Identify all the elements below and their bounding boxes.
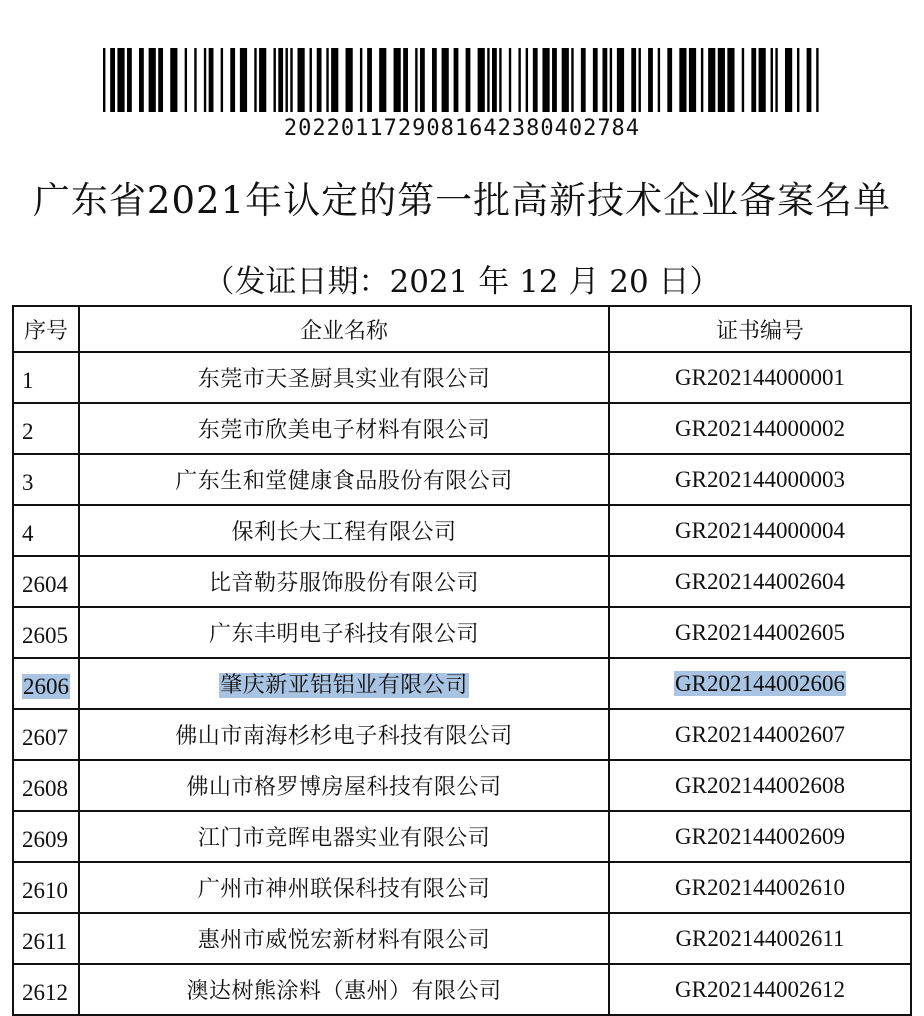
cell-seq [13,505,79,556]
cell-certificate-number [609,811,911,862]
cell-seq-text: 4 [22,520,34,546]
cell-certificate-number [609,607,911,658]
barcode-number: 2022011729081642380402784 [283,116,641,141]
cell-seq-text: 2604 [22,571,68,597]
cell-enterprise-name-text: 保利长大工程有限公司 [231,520,457,545]
cell-certificate-number-text: GR202144002610 [675,874,845,900]
cell-enterprise-name [79,862,609,913]
cell-seq-text: 2606 [23,673,69,699]
barcode-bar [679,48,686,112]
barcode-bar [117,48,124,112]
barcode-bar [221,48,223,112]
document-subtitle: （发证日期：2021 年 12 月 20 日） [203,264,721,300]
cell-enterprise-name-text: 比音勒芬服饰股份有限公司 [208,571,479,596]
barcode-bar [617,48,624,112]
cell-seq [13,556,79,607]
barcode-bar [286,48,288,112]
barcode-bar [310,48,312,112]
cell-seq-text: 2610 [22,877,68,903]
cell-certificate-number [609,760,911,811]
table-row [13,454,911,505]
barcode-bar [533,48,538,112]
barcode-bar [727,48,734,112]
cell-seq [13,760,79,811]
barcode-bar [346,48,353,112]
barcode-bar [298,48,305,112]
barcode-bar [254,48,256,112]
barcode-bar [518,48,520,112]
barcode-bar [639,48,641,112]
cell-enterprise-name-text: 广东生和堂健康食品股份有限公司 [175,469,513,494]
barcode-bar [742,48,744,112]
barcode-bar [718,48,725,112]
table-row [13,760,911,811]
cell-seq-text: 2608 [22,775,68,801]
barcode-bar [785,48,792,112]
barcode-bar [689,48,696,112]
header-cert: 证书编号 [609,306,911,352]
cell-enterprise-name [79,760,609,811]
barcode-bar [771,48,773,112]
barcode-bar [278,48,283,112]
cell-certificate-number-text: GR202144002606 [675,670,845,696]
barcode-bar [759,48,766,112]
table-body [13,352,911,1015]
table-row [13,709,911,760]
cell-seq-text: 2609 [22,826,68,852]
cell-enterprise-name [79,811,609,862]
barcode-bar [708,48,715,112]
barcode-bar [326,48,328,112]
barcode-bar [751,48,756,112]
barcode-bar [415,48,417,112]
barcode-bar [542,48,549,112]
cell-enterprise-name-text: 佛山市南海杉杉电子科技有限公司 [175,724,513,749]
cell-enterprise-name-text: 东莞市欣美电子材料有限公司 [197,418,491,443]
header-seq: 序号 [13,306,79,352]
cell-seq-text: 2612 [22,979,68,1005]
barcode-bar [648,48,653,112]
barcode-bar [526,48,528,112]
cell-seq [13,709,79,760]
barcode-bar [403,48,408,112]
barcode-bar [442,48,449,112]
document-title: 广东省2021年认定的第一批高新技术企业备案名单 [32,179,892,222]
table-row [13,607,911,658]
cell-certificate-number-text: GR202144002604 [675,568,845,594]
barcode-bar [158,48,163,112]
barcode-bar [454,48,459,112]
cell-enterprise-name [79,505,609,556]
cell-seq-text: 1 [22,367,34,393]
barcode-bar [602,48,607,112]
barcode-bar [259,48,266,112]
cell-enterprise-name-text: 肇庆新亚铝铝业有限公司 [220,673,468,698]
cell-enterprise-name [79,403,609,454]
barcode-bar [149,48,156,112]
barcode-bar [509,48,511,112]
barcode-bar [593,48,598,112]
barcode-bar [379,48,386,112]
cell-enterprise-name [79,454,609,505]
barcode-bar [667,48,672,112]
barcode-bar [658,48,660,112]
barcode-bar [775,48,777,112]
cell-certificate-number [609,352,911,403]
barcode-bar [394,48,401,112]
cell-enterprise-name [79,607,609,658]
cell-certificate-number-text: GR202144002608 [675,772,845,798]
header-name: 企业名称 [79,306,609,352]
barcode-bar [103,48,105,112]
cell-certificate-number-text: GR202144002611 [675,925,845,951]
barcode-bar [420,48,425,112]
cell-enterprise-name-text: 广州市神州联保科技有限公司 [197,877,491,902]
barcode-bar [610,48,612,112]
barcode-bar [170,48,177,112]
cell-seq-text: 2605 [22,622,68,648]
barcode-bar [581,48,586,112]
cell-certificate-number [609,505,911,556]
cell-certificate-number [609,556,911,607]
barcode-bar [367,48,372,112]
barcode [103,48,821,112]
cell-enterprise-name [79,964,609,1015]
cell-certificate-number-text: GR202144000003 [675,466,845,492]
table-row [13,811,911,862]
cell-enterprise-name [79,658,609,709]
cell-enterprise-name-text: 惠州市威悦宏新材料有限公司 [197,928,491,953]
barcode-bar [552,48,557,112]
barcode-bar [478,48,485,112]
cell-certificate-number [609,403,911,454]
cell-seq [13,913,79,964]
table-row [13,352,911,403]
cell-seq-text: 2607 [22,724,68,750]
cell-certificate-number-text: GR202144002607 [675,721,845,747]
cell-enterprise-name [79,709,609,760]
barcode-bar [466,48,471,112]
cell-certificate-number-text: GR202144000001 [675,364,845,390]
barcode-bar [360,48,362,112]
cell-seq [13,964,79,1015]
cell-certificate-number [609,709,911,760]
cell-certificate-number-text: GR202144002612 [675,976,845,1002]
barcode-bar [562,48,569,112]
table-header-row [13,306,911,352]
cell-enterprise-name-text: 江门市竞晖电器实业有限公司 [197,826,491,851]
barcode-bar [273,48,275,112]
table-row [13,505,911,556]
cell-enterprise-name-text: 广东丰明电子科技有限公司 [208,622,479,647]
table-row [13,913,911,964]
cell-certificate-number [609,658,911,709]
cell-seq [13,352,79,403]
cell-certificate-number [609,964,911,1015]
enterprise-table [12,305,910,1016]
barcode-bar [331,48,338,112]
barcode-bar [204,48,206,112]
barcode-bar [701,48,703,112]
barcode-bar [432,48,437,112]
cell-seq [13,811,79,862]
barcode-bar [110,48,115,112]
cell-enterprise-name [79,556,609,607]
barcode-bar [797,48,799,112]
barcode-bar [139,48,144,112]
cell-seq-text: 3 [22,469,34,495]
cell-certificate-number-text: GR202144000004 [675,517,845,543]
barcode-bar [209,48,214,112]
cell-seq [13,862,79,913]
cell-seq [13,454,79,505]
table-row [13,556,911,607]
cell-seq [13,403,79,454]
barcode-bar [230,48,235,112]
table-row [13,862,911,913]
cell-certificate-number-text: GR202144000002 [675,415,845,441]
barcode-bar [816,48,818,112]
cell-certificate-number-text: GR202144002605 [675,619,845,645]
barcode-bar [240,48,247,112]
barcode-bar [487,48,489,112]
cell-certificate-number [609,913,911,964]
cell-seq [13,607,79,658]
cell-enterprise-name [79,913,609,964]
barcode-bar [492,48,497,112]
cell-seq [13,658,79,709]
barcode-bar [185,48,187,112]
barcode-bar [194,48,196,112]
table-row [13,964,911,1015]
cell-enterprise-name-text: 东莞市天圣厨具实业有限公司 [197,367,491,392]
cell-enterprise-name [79,352,609,403]
barcode-bar [290,48,292,112]
barcode-bar [807,48,812,112]
barcode-bar [499,48,501,112]
cell-certificate-number-text: GR202144002609 [675,823,845,849]
table-row [13,403,911,454]
barcode-bar [317,48,322,112]
cell-enterprise-name-text: 澳达树熊涂料（惠州）有限公司 [186,979,502,1004]
barcode-bar [127,48,132,112]
barcode-bar [571,48,573,112]
barcode-bar [631,48,636,112]
cell-seq-text: 2 [22,418,34,444]
cell-enterprise-name-text: 佛山市格罗博房屋科技有限公司 [186,775,502,800]
table-row [13,658,911,709]
cell-certificate-number [609,454,911,505]
cell-certificate-number [609,862,911,913]
cell-seq-text: 2611 [22,928,68,954]
